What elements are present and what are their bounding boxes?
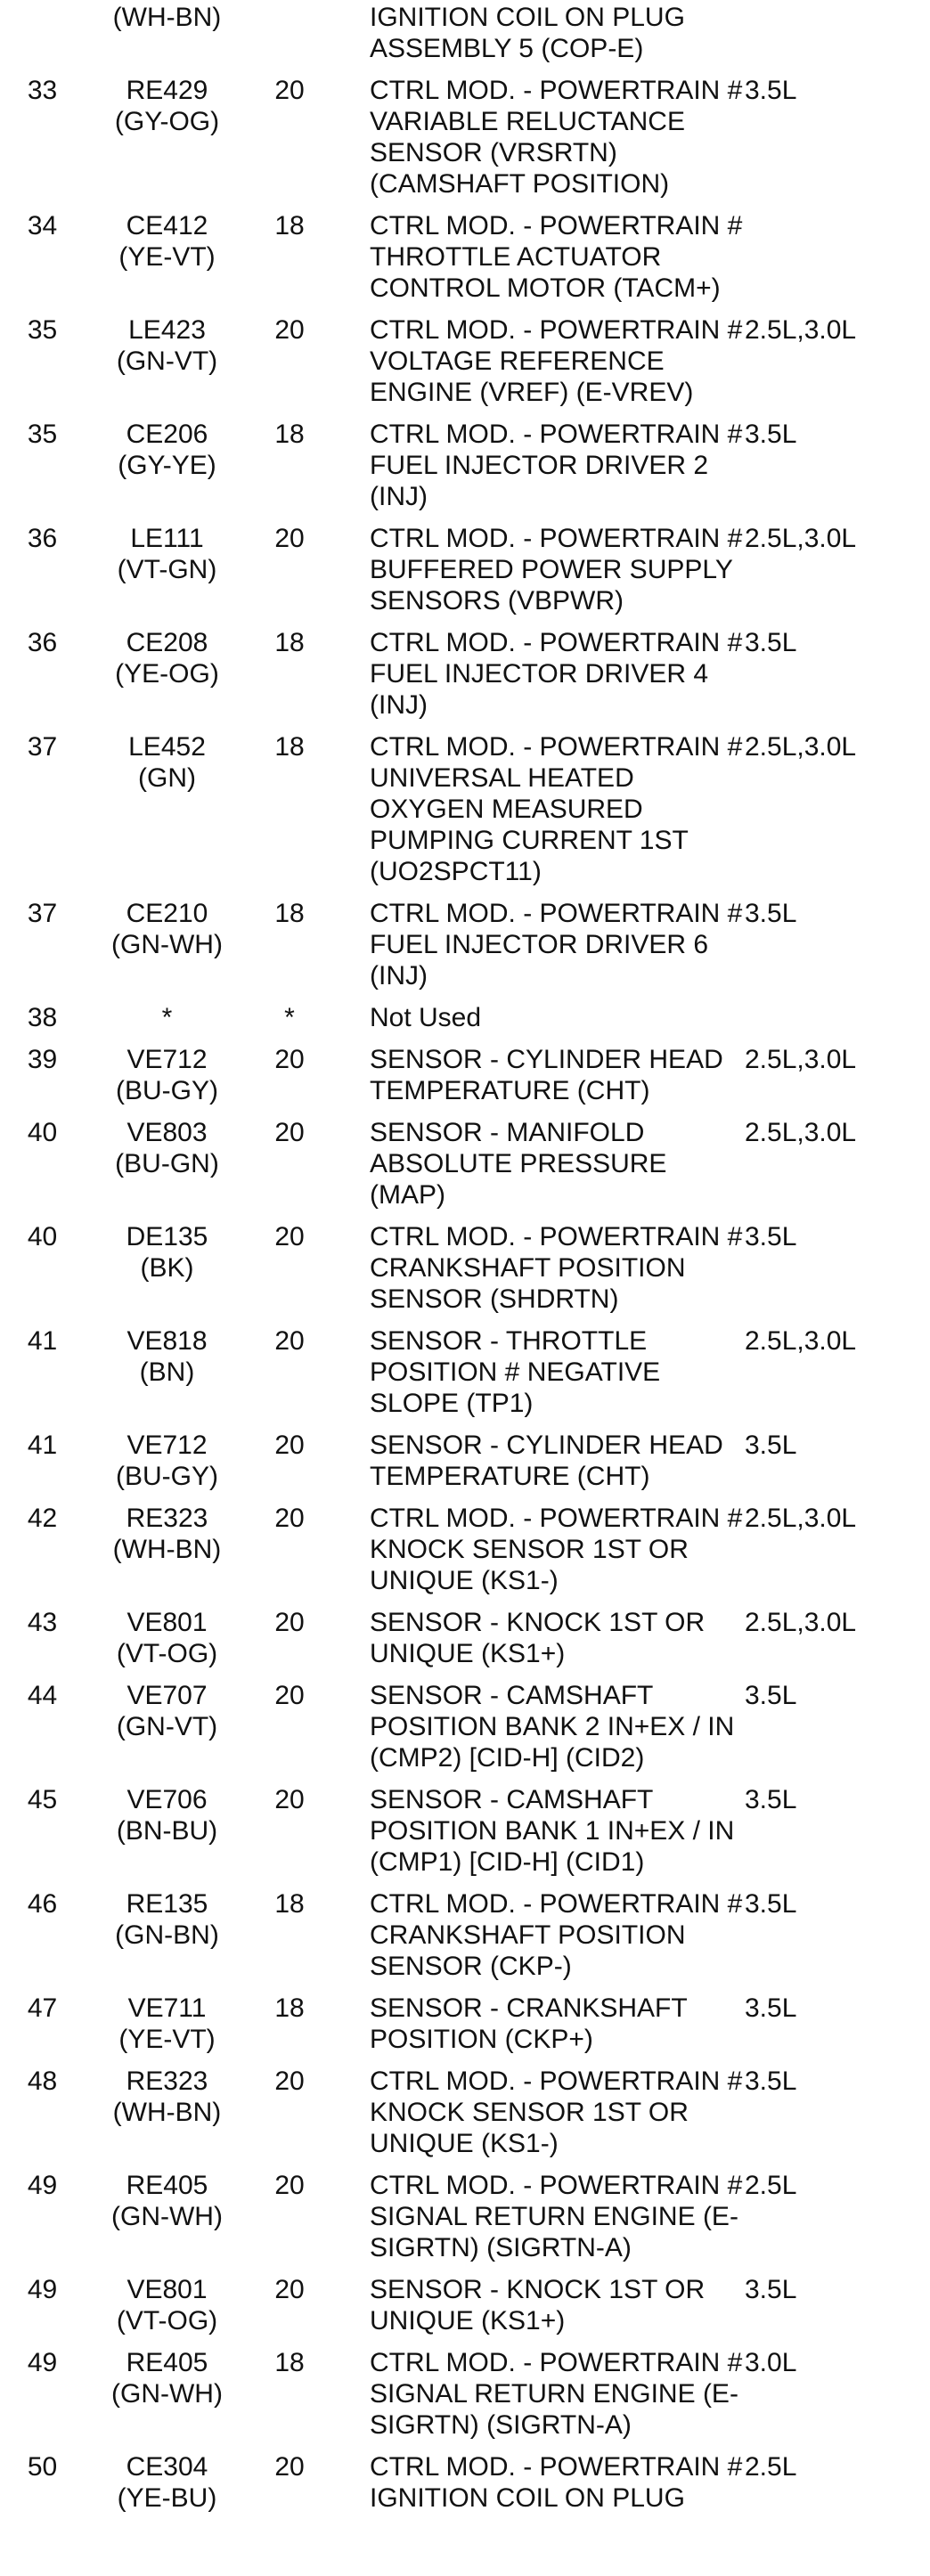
circuit-function: SENSOR - CAMSHAFT POSITION BANK 1 IN+EX / IN (CMP1) [CID-H] (CID1) xyxy=(370,1785,735,1877)
table-row xyxy=(0,1596,930,1669)
engine-option: 3.5L xyxy=(745,1431,797,1460)
table-row xyxy=(0,1419,930,1492)
table-row xyxy=(0,2336,930,2441)
circuit-function: CTRL MOD. - POWERTRAIN # KNOCK SENSOR 1ST OR UNIQUE (KS1-) xyxy=(370,1504,743,1595)
engine-option: 3.5L xyxy=(745,1889,797,1919)
engine-option: 2.5L,3.0L xyxy=(745,1608,857,1637)
circuit-function: SENSOR - CRANKSHAFT POSITION (CKP+) xyxy=(370,1993,688,2054)
table-row xyxy=(0,1982,930,2055)
circuit-color: VE801 (VT-OG) xyxy=(116,2275,218,2336)
circuit-color: CE304 (YE-BU) xyxy=(117,2452,217,2513)
table-row xyxy=(0,1878,930,1982)
engine-option: 3.5L xyxy=(745,420,797,449)
engine-option: 2.5L,3.0L xyxy=(745,1045,857,1074)
circuit-color: RE405 (GN-WH) xyxy=(111,2348,223,2409)
circuit-function: CTRL MOD. - POWERTRAIN # FUEL INJECTOR DRIVER 4 (INJ) xyxy=(370,628,743,720)
circuit-color: RE135 (GN-BN) xyxy=(115,1889,219,1950)
wire-gauge: 18 xyxy=(274,1993,305,2023)
wire-gauge: 20 xyxy=(274,1045,305,1074)
pin-number: 35 xyxy=(27,420,58,449)
pin-number: 35 xyxy=(27,315,58,345)
engine-option: 3.0L xyxy=(745,2348,797,2377)
table-row xyxy=(0,1315,930,1419)
engine-option xyxy=(745,200,930,304)
pin-number: 50 xyxy=(27,2452,58,2482)
circuit-function: CTRL MOD. - POWERTRAIN # VOLTAGE REFERENCE ENGINE (VREF) (E-VREV) xyxy=(370,315,743,407)
engine-option: 2.5L,3.0L xyxy=(745,1326,857,1356)
circuit-function: CTRL MOD. - POWERTRAIN # CRANKSHAFT POSITION SENSOR (SHDRTN) xyxy=(370,1222,743,1314)
pin-number: 40 xyxy=(27,1118,58,1147)
circuit-color: VE803 (BU-GN) xyxy=(115,1118,219,1178)
engine-option: 3.5L xyxy=(745,1993,797,2023)
pin-number: 44 xyxy=(27,1681,58,1710)
wire-gauge: 20 xyxy=(274,524,305,553)
circuit-function: CTRL MOD. - POWERTRAIN # FUEL INJECTOR DRIVER 6 (INJ) xyxy=(370,899,743,990)
engine-option: 3.5L xyxy=(745,628,797,657)
circuit-color: DE135 (BK) xyxy=(126,1222,208,1283)
circuit-function: CTRL MOD. - POWERTRAIN # IGNITION COIL ON PLUG xyxy=(370,2452,743,2513)
pin-number: 38 xyxy=(27,1003,58,1032)
table-row xyxy=(0,1106,930,1211)
table-row xyxy=(0,1669,930,1773)
wire-gauge: 20 xyxy=(274,2452,305,2482)
table-row xyxy=(0,1773,930,1878)
engine-option xyxy=(745,0,930,64)
circuit-function: SENSOR - CYLINDER HEAD TEMPERATURE (CHT) xyxy=(370,1045,723,1105)
circuit-color: CE208 (YE-OG) xyxy=(115,628,219,689)
wire-gauge: 20 xyxy=(274,2067,305,2096)
circuit-function: CTRL MOD. - POWERTRAIN # UNIVERSAL HEATED OXYGEN MEASURED PUMPING CURRENT 1ST (UO2SPCT11) xyxy=(370,732,743,886)
circuit-function: CTRL MOD. - POWERTRAIN # CRANKSHAFT POSITION SENSOR (CKP-) xyxy=(370,1889,743,1981)
engine-option: 3.5L xyxy=(745,1785,797,1814)
wire-gauge: 18 xyxy=(274,211,305,240)
pin-number: 45 xyxy=(27,1785,58,1814)
circuit-color: LE111 (VT-GN) xyxy=(117,524,217,584)
engine-option: 3.5L xyxy=(745,899,797,928)
wire-gauge: 18 xyxy=(274,1889,305,1919)
circuit-color: RE323 (WH-BN) xyxy=(112,1504,222,1564)
circuit-function: SENSOR - CYLINDER HEAD TEMPERATURE (CHT) xyxy=(370,1431,723,1491)
wire-gauge: 20 xyxy=(274,1222,305,1251)
circuit-color: VE712 (BU-GY) xyxy=(116,1045,218,1105)
circuit-function: CTRL MOD. - POWERTRAIN # KNOCK SENSOR 1ST OR UNIQUE (KS1-) xyxy=(370,2067,743,2158)
pin-number: 43 xyxy=(27,1608,58,1637)
circuit-color: VE706 (BN-BU) xyxy=(116,1785,218,1846)
engine-option: 2.5L,3.0L xyxy=(745,524,857,553)
circuit-color: CE412 (YE-VT) xyxy=(118,211,216,272)
engine-option xyxy=(745,991,930,1033)
pin-number xyxy=(0,0,85,64)
wire-gauge: 20 xyxy=(274,1681,305,1710)
wire-gauge: 20 xyxy=(274,1118,305,1147)
circuit-color: RE405 (GN-WH) xyxy=(111,2171,223,2231)
engine-option: 2.5L,3.0L xyxy=(745,1118,857,1147)
table-row xyxy=(0,721,930,887)
circuit-function: IGNITION COIL ON PLUG ASSEMBLY 5 (COP-E) xyxy=(370,3,685,63)
circuit-color: VE712 (BU-GY) xyxy=(116,1431,218,1491)
wire-gauge: 20 xyxy=(274,1504,305,1533)
pin-number: 39 xyxy=(27,1045,58,1074)
circuit-function: CTRL MOD. - POWERTRAIN # SIGNAL RETURN ENGINE (E- SIGRTN) (SIGRTN-A) xyxy=(370,2348,743,2440)
pin-number: 49 xyxy=(27,2275,58,2304)
wire-gauge: 18 xyxy=(274,2348,305,2377)
engine-option: 2.5L xyxy=(745,2452,797,2482)
circuit-function: Not Used xyxy=(370,1003,482,1032)
wire-gauge: 20 xyxy=(274,2275,305,2304)
wire-gauge: 20 xyxy=(274,1785,305,1814)
wire-gauge: 18 xyxy=(274,732,305,762)
engine-option: 2.5L,3.0L xyxy=(745,732,857,762)
circuit-color: CE210 (GN-WH) xyxy=(111,899,223,959)
engine-option: 2.5L,3.0L xyxy=(745,315,857,345)
wire-gauge: 18 xyxy=(274,420,305,449)
pin-number: 47 xyxy=(27,1993,58,2023)
pin-number: 41 xyxy=(27,1431,58,1460)
pin-number: 46 xyxy=(27,1889,58,1919)
wire-gauge: 18 xyxy=(274,899,305,928)
circuit-function: SENSOR - CAMSHAFT POSITION BANK 2 IN+EX / IN (CMP2) [CID-H] (CID2) xyxy=(370,1681,735,1773)
circuit-color: * xyxy=(161,1003,173,1032)
table-row xyxy=(0,512,930,616)
circuit-function: CTRL MOD. - POWERTRAIN # BUFFERED POWER SUPPLY SENSORS (VBPWR) xyxy=(370,524,743,615)
circuit-color: VE801 (VT-OG) xyxy=(116,1608,218,1668)
pin-number: 49 xyxy=(27,2171,58,2200)
circuit-function: SENSOR - THROTTLE POSITION # NEGATIVE SLOPE (TP1) xyxy=(370,1326,661,1418)
table-row xyxy=(0,1211,930,1315)
table-row xyxy=(0,408,930,512)
circuit-function: CTRL MOD. - POWERTRAIN # THROTTLE ACTUATOR CONTROL MOTOR (TACM+) xyxy=(370,211,743,303)
wire-gauge: * xyxy=(284,1003,295,1032)
circuit-color: LE452 (GN) xyxy=(128,732,206,793)
table-row xyxy=(0,2055,930,2159)
pin-number: 33 xyxy=(27,76,58,105)
table-row xyxy=(0,64,930,200)
circuit-function: CTRL MOD. - POWERTRAIN # VARIABLE RELUCTANCE SENSOR (VRSRTN) (CAMSHAFT POSITION) xyxy=(370,76,743,199)
wire-gauge: 20 xyxy=(274,2171,305,2200)
pin-number: 41 xyxy=(27,1326,58,1356)
table-row xyxy=(0,0,930,64)
wire-gauge: 20 xyxy=(274,315,305,345)
wire-gauge: 20 xyxy=(274,76,305,105)
pin-number: 48 xyxy=(27,2067,58,2096)
wire-gauge: 18 xyxy=(274,628,305,657)
pin-number: 34 xyxy=(27,211,58,240)
wire-gauge: 20 xyxy=(274,1431,305,1460)
pin-number: 49 xyxy=(27,2348,58,2377)
circuit-color: RE429 (GY-OG) xyxy=(114,76,220,136)
circuit-function: CTRL MOD. - POWERTRAIN # SIGNAL RETURN ENGINE (E- SIGRTN) (SIGRTN-A) xyxy=(370,2171,743,2262)
table-row xyxy=(0,991,930,1033)
engine-option: 3.5L xyxy=(745,1681,797,1710)
table-row xyxy=(0,1033,930,1106)
table-row xyxy=(0,887,930,991)
engine-option: 3.5L xyxy=(745,76,797,105)
circuit-color: CE206 (GY-YE) xyxy=(118,420,216,480)
circuit-color: RE323 (WH-BN) xyxy=(112,2067,222,2127)
engine-option: 3.5L xyxy=(745,2275,797,2304)
wire-gauge: 20 xyxy=(274,1608,305,1637)
pin-number: 42 xyxy=(27,1504,58,1533)
circuit-function: SENSOR - MANIFOLD ABSOLUTE PRESSURE (MAP) xyxy=(370,1118,667,1210)
table-row xyxy=(0,200,930,304)
pin-number: 36 xyxy=(27,524,58,553)
engine-option: 2.5L,3.0L xyxy=(745,1504,857,1533)
circuit-function: CTRL MOD. - POWERTRAIN # FUEL INJECTOR DRIVER 2 (INJ) xyxy=(370,420,743,511)
table-row xyxy=(0,2159,930,2263)
pin-number: 40 xyxy=(27,1222,58,1251)
engine-option: 3.5L xyxy=(745,1222,797,1251)
pin-number: 37 xyxy=(27,899,58,928)
engine-option: 2.5L xyxy=(745,2171,797,2200)
circuit-function: SENSOR - KNOCK 1ST OR UNIQUE (KS1+) xyxy=(370,1608,706,1668)
table-row xyxy=(0,2263,930,2336)
circuit-color: VE818 (BN) xyxy=(126,1326,208,1387)
table-row xyxy=(0,1492,930,1596)
pin-number: 37 xyxy=(27,732,58,762)
circuit-color: (WH-BN) xyxy=(112,3,222,32)
pin-number: 36 xyxy=(27,628,58,657)
table-row xyxy=(0,616,930,721)
circuit-color: VE711 (YE-VT) xyxy=(118,1993,216,2054)
circuit-color: LE423 (GN-VT) xyxy=(116,315,218,376)
wire-gauge: 20 xyxy=(274,1326,305,1356)
circuit-color: VE707 (GN-VT) xyxy=(116,1681,218,1741)
table-row xyxy=(0,304,930,408)
circuit-function: SENSOR - KNOCK 1ST OR UNIQUE (KS1+) xyxy=(370,2275,706,2336)
table-row xyxy=(0,2441,930,2514)
wire-gauge xyxy=(249,0,330,64)
engine-option: 3.5L xyxy=(745,2067,797,2096)
